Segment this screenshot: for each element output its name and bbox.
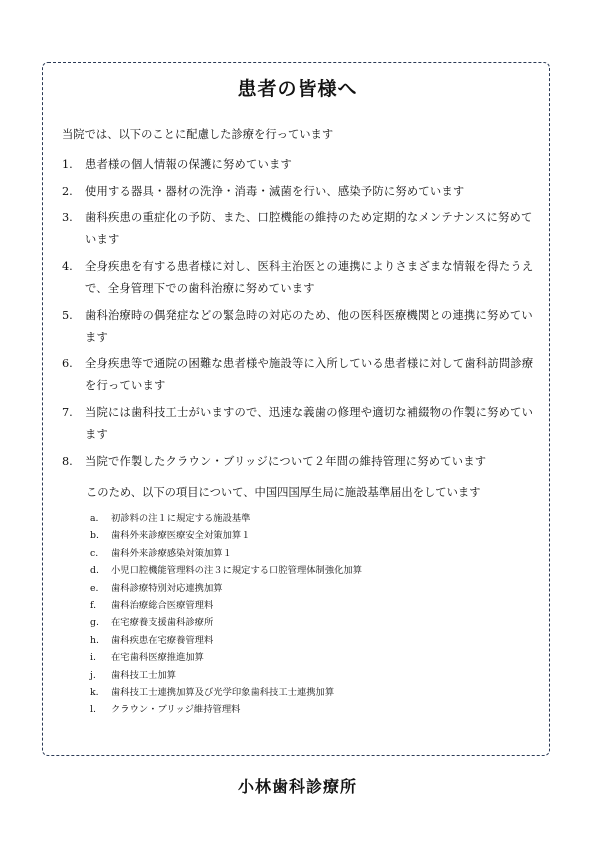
- criteria-letter: h.: [90, 634, 99, 646]
- policy-number: 8.: [62, 454, 73, 468]
- criteria-text: 在宅療養支援歯科診療所: [111, 617, 214, 629]
- criteria-heading: このため、以下の項目について、中国四国厚生局に施設基準届出をしています: [86, 486, 481, 499]
- criteria-text: 歯科診療特別対応連携加算: [111, 582, 223, 594]
- criteria-text: 初診料の注１に規定する施設基準: [111, 513, 251, 524]
- policy-number: 1.: [62, 158, 73, 171]
- policy-text: 歯科治療時の偶発症などの緊急時の対応のため、他の医科医療機関との連携に努めています: [85, 308, 533, 344]
- policy-number: 7.: [62, 406, 73, 420]
- page-title: 患者の皆様へ: [237, 78, 358, 100]
- policy-item: [62, 181, 536, 203]
- criteria-list: [90, 510, 362, 719]
- policy-item: [62, 353, 536, 397]
- criteria-text: 歯科技工士連携加算及び光学印象歯科技工士連携加算: [111, 686, 335, 698]
- criteria-letter: b.: [90, 530, 99, 542]
- policy-number: 2.: [62, 184, 73, 198]
- criteria-text: 歯科外来診療医療安全対策加算１: [111, 530, 251, 542]
- criteria-item: [90, 545, 362, 562]
- criteria-item: [90, 701, 362, 718]
- policy-item: [62, 207, 536, 251]
- criteria-letter: e.: [90, 582, 99, 594]
- criteria-text: 歯科治療総合医療管理料: [111, 599, 214, 611]
- criteria-text: 歯科技工士加算: [111, 669, 177, 681]
- policy-item: [62, 402, 536, 446]
- criteria-text: 歯科外来診療感染対策加算１: [111, 547, 232, 559]
- policy-text: 使用する器具・器材の洗浄・消毒・滅菌を行い、感染予防に努めています: [85, 184, 465, 198]
- policy-item: [62, 256, 536, 300]
- criteria-item: [90, 527, 362, 544]
- policy-item: [62, 451, 536, 473]
- criteria-item: [90, 580, 362, 597]
- criteria-letter: a.: [90, 513, 99, 524]
- criteria-letter: g.: [90, 617, 99, 629]
- policy-item: [62, 154, 536, 176]
- policy-number: 4.: [62, 260, 73, 274]
- criteria-text: 小児口腔機能管理料の注３に規定する口腔管理体制強化加算: [111, 565, 363, 577]
- criteria-text: 歯科疾患在宅療養管理料: [111, 634, 214, 646]
- policy-text: 全身疾患を有する患者様に対し、医科主治医との連携によりさまざまな情報を得たうえで、全身管理下での歯科治療に努めています: [85, 260, 534, 296]
- policy-text: 当院で作製したクラウン・ブリッジについて２年間の維持管理に努めています: [85, 454, 487, 468]
- policy-number: 3.: [62, 211, 73, 225]
- criteria-letter: d.: [90, 565, 99, 577]
- criteria-item: [90, 614, 362, 631]
- policy-text: 全身疾患等で通院の困難な患者様や施設等に入所している患者様に対して歯科訪問診療を行っています: [85, 357, 534, 393]
- policy-text: 歯科疾患の重症化の予防、また、口腔機能の維持のため定期的なメンテナンスに努めています: [85, 211, 533, 247]
- criteria-text: クラウン・ブリッジ維持管理料: [111, 704, 241, 716]
- criteria-item: [90, 632, 362, 649]
- criteria-item: [90, 562, 362, 579]
- clinic-name: 小林歯科診療所: [237, 777, 357, 796]
- policy-text: 当院には歯科技工士がいますので、迅速な義歯の修理や適切な補綴物の作製に努めています: [85, 406, 534, 442]
- criteria-letter: i.: [90, 652, 96, 664]
- criteria-letter: k.: [90, 686, 99, 698]
- policy-number: 5.: [62, 308, 73, 322]
- criteria-item: [90, 597, 362, 614]
- criteria-item: [90, 684, 362, 701]
- intro-text: 当院では、以下のことに配慮した診療を行っています: [62, 128, 334, 141]
- criteria-text: 在宅歯科医療推進加算: [111, 652, 204, 664]
- policy-item: [62, 305, 536, 349]
- criteria-letter: j.: [90, 669, 96, 681]
- policy-number: 6.: [62, 357, 73, 371]
- criteria-item: [90, 667, 362, 684]
- criteria-letter: c.: [90, 547, 99, 559]
- criteria-item: [90, 510, 362, 527]
- criteria-letter: l.: [90, 704, 96, 716]
- criteria-item: [90, 649, 362, 666]
- criteria-letter: f.: [90, 599, 97, 611]
- policy-list: [62, 154, 536, 478]
- policy-text: 患者様の個人情報の保護に努めています: [85, 158, 292, 171]
